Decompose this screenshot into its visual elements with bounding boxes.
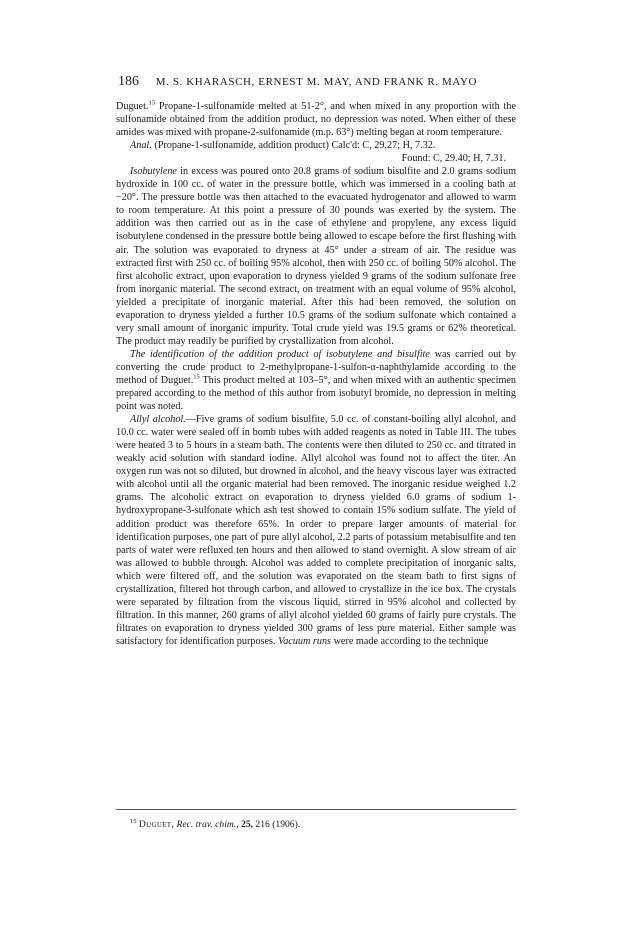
analysis-found: Found: C, 29.40; H, 7.31. <box>401 153 506 165</box>
paragraph-text: Duguet. <box>116 101 149 112</box>
footnote-number: 15 <box>130 817 137 825</box>
paragraph-text: was carried out by converting the crude product to 2-methylpropane-1-sulfon-α-naphthylamide according to the method of Duguet. <box>116 348 516 386</box>
paragraph-isobutylene <box>116 165 516 348</box>
section-heading-identification: The identification of the addition product of isobutylene and bisulfite <box>130 348 430 360</box>
analysis-label: Anal. <box>130 140 152 152</box>
paragraph-text: This product melted at 103–5°, and when mixed with an authentic specimen prepared according to the method of this author from isobutyl bromide, no depression in melting point was noted. <box>116 374 516 413</box>
emphasis-vacuum-runs: Vacuum runs <box>278 635 332 647</box>
section-heading-allyl-alcohol: Allyl alcohol. <box>130 414 186 426</box>
article-body <box>116 100 516 648</box>
section-heading-isobutylene: Isobutylene <box>130 166 177 178</box>
paragraph-identification <box>116 348 516 413</box>
page-number: 186 <box>118 74 139 89</box>
paragraph-text: were made according to the technique <box>331 635 489 647</box>
footnote <box>130 819 510 831</box>
paragraph-text: in excess was poured onto 20.8 grams of sodium bisulfite and 2.0 grams sodium hydroxide in 100 cc. of water in the pressure bottle, which was immersed in a cooling bath at −20°. The pressure bottle was then attached to the evacuated hydrogenator and allowed to warm to room temperature. At this point a pressure of 30 pounds was exerted by the system. The addition was then carried out as in the case of ethylene and propylene, any excess liquid isobutylene condensed in the pressure bottle being allowed to escape before the first flushing with air. The solution was evaporated to dryness at 45° under a stream of air. The residue was extracted first with 250 cc. of boiling 95% alcohol, then with 250 cc. of boiling 50% alcohol. The first alcoholic extract, upon evaporation to dryness yielded 9 grams of the sodium sulfonate free from inorganic material. The second extract, on treatment with an equal volume of 95% alcohol, yielded a precipitate of inorganic material. After this had been removed, the solution on evaporation to dryness yielded a further 10.5 grams of the sodium sulfonate which contained a very small amount of inorganic impurity. Total crude yield was 19.5 grams or 62% theoretical. The product may readily be purified by crystallization from alcohol. <box>116 166 516 347</box>
analysis-calculated <box>116 139 516 152</box>
footnote-pages: 216 (1906). <box>253 819 301 830</box>
analysis-calc-text: (Propane-1-sulfonamide, addition product) Calc'd: C, 29,27; H, 7.32. <box>151 140 436 152</box>
running-header <box>118 75 518 89</box>
running-head-authors: M. S. KHARASCH, ERNEST M. MAY, AND FRANK R. MAYO <box>155 76 478 88</box>
footnote-ref: 15 <box>193 373 200 381</box>
paragraph-duguet <box>116 100 516 139</box>
paragraph-text: Propane-1-sulfonamide melted at 51-2°, and when mixed in any proportion with the sulfonamide obtained from the addition product, no depression was noted. When either of these amides was mixed with propane-2-sulfonamide (m.p. 63°) melting began at room temperature. <box>116 101 516 139</box>
footnote-volume: 25, <box>238 819 254 830</box>
paragraph-allyl-alcohol <box>116 413 516 648</box>
footnote-ref: 15 <box>148 99 156 107</box>
footnote-divider <box>116 809 516 810</box>
footnote-journal: Rec. trav. chim., <box>174 819 239 830</box>
paragraph-text: —Five grams of sodium bisulfite, 5.0 cc. of constant-boiling allyl alcohol, and 10.0 cc. water were sealed off in bomb tubes with added reagents as noted in Table III. The tubes were heated 3 to 5 hours in a steam bath. The contents were then diluted to 250 cc. and titrated in weakly acid solution with standard iodine. Allyl alcohol was found not to affect the titer. An oxygen run was not so diluted, but drowned in alcohol, and the heavy viscous layer was extracted with alcohol until all the organic material had been removed. The inorganic residue weighed 1.2 grams. The alcoholic extract on evaporation to dryness yielded 6.0 grams of sodium 1-hydroxypropane-3-sulfonate which ash test showed to contain 15% sodium sulfate. The yield of addition product was therefore 65%. In order to prepare larger amounts of material for identification purposes, one part of pure allyl alcohol, 2.2 parts of potassium metabisulfite and ten parts of water were refluxed ten hours and then allowed to stand overnight. A slow stream of air was allowed to bubble through. Alcohol was added to complete precipitation of inorganic salts, which were filtered off, and the solution was evaporated on the steam bath to first signs of crystallization, filtered hot through carbon, and allowed to crystallize in the ice box. The crystals were separated by filtration from the viscous liquid, stirred in 95% alcohol and collected by filtration. In this manner, 260 grams of allyl alcohol yielded 60 grams of fairly pure crystals. The filtrates on evaporation to dryness yielded 300 grams of less pure material. Either sample was satisfactory for identification purposes. <box>116 414 516 647</box>
footnote-author: Duguet, <box>138 819 175 830</box>
